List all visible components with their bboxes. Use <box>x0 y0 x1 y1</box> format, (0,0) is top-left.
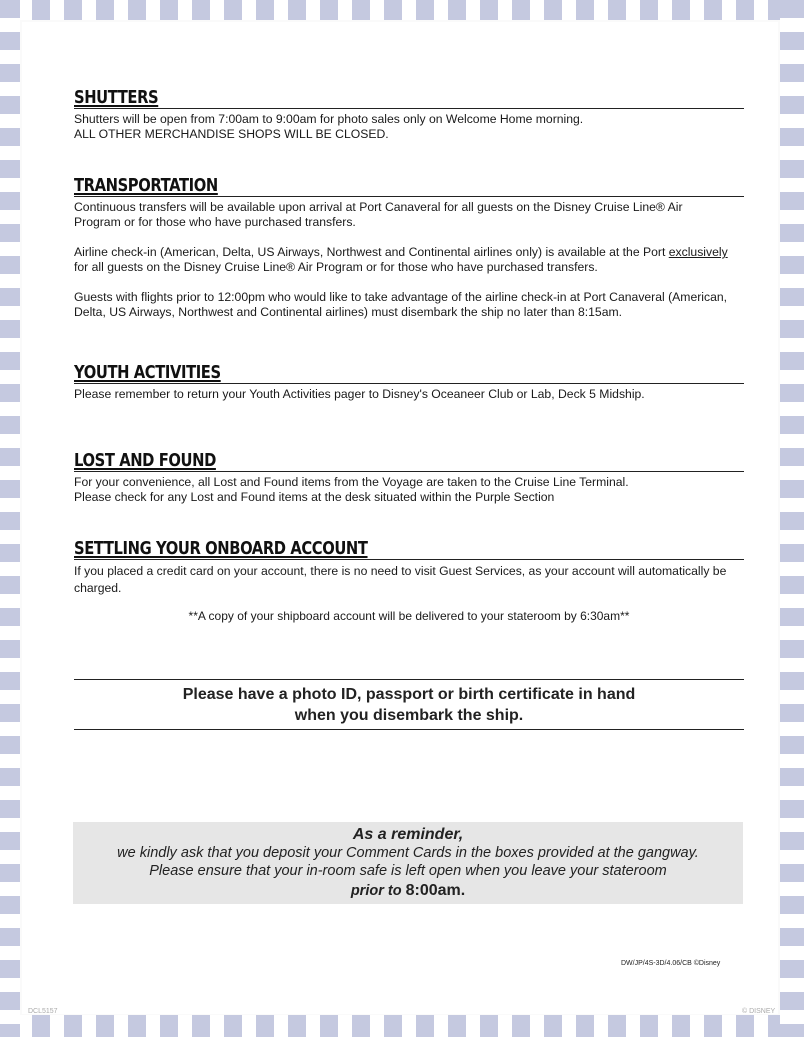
section-text <box>74 475 744 505</box>
section-text <box>74 245 744 275</box>
reminder-line <box>73 880 743 902</box>
reminder-time: 8:00am. <box>405 882 466 899</box>
id-notice <box>74 679 744 730</box>
text-span: for all guests on the Disney Cruise Line® Air Program or for those who have purchased transfers. <box>74 260 598 274</box>
section-transportation <box>74 172 744 320</box>
section-text <box>74 112 744 142</box>
section-shutters <box>74 84 744 142</box>
text-span: Airline check-in (American, Delta, US Airways, Northwest and Continental airlines only) is available at the Port <box>74 245 669 259</box>
page-border-bottom <box>0 1015 804 1037</box>
shipboard-account-note: **A copy of your shipboard account will be delivered to your stateroom by 6:30am** <box>188 609 630 623</box>
reminder-line: we kindly ask that you deposit your Comment Cards in the boxes provided at the gangway. <box>117 845 699 861</box>
section-heading-row <box>74 172 744 197</box>
document-page <box>22 22 778 1014</box>
section-heading: SHUTTERS <box>74 87 159 108</box>
section-heading: LOST AND FOUND <box>74 450 216 471</box>
section-youth-activities <box>74 359 744 402</box>
document-code: DW/JP/4S-3D/4.06/CB ©Disney <box>621 960 721 967</box>
section-heading: SETTLING YOUR ONBOARD ACCOUNT <box>74 538 368 559</box>
notice-line: Please have a photo ID, passport or birth certificate in hand <box>182 686 636 703</box>
section-heading: YOUTH ACTIVITIES <box>74 362 221 383</box>
section-lost-and-found <box>74 447 744 505</box>
text-line: Shutters will be open from 7:00am to 9:00am for photo sales only on Welcome Home morning. <box>74 112 584 126</box>
text-line: ALL OTHER MERCHANDISE SHOPS WILL BE CLOSED. <box>74 127 389 141</box>
section-text: Continuous transfers will be available upon arrival at Port Canaveral for all guests on the Disney Cruise Line® Air Program or for those who have purchased transfers. <box>74 200 683 229</box>
reminder-title: As a reminder, <box>352 826 464 843</box>
section-heading: TRANSPORTATION <box>74 175 218 196</box>
section-text: If you placed a credit card on your account, there is no need to visit Guest Services, as your account will automatically be charged. <box>74 564 727 595</box>
underlined-text: exclusively <box>668 245 728 259</box>
notice-line: when you disembark the ship. <box>294 707 524 724</box>
page-border-right <box>780 0 804 1037</box>
page-border-top <box>0 0 804 20</box>
section-heading-row <box>74 447 744 472</box>
section-heading-row <box>74 359 744 384</box>
page-border-left <box>0 0 20 1037</box>
text-line: For your convenience, all Lost and Found items from the Voyage are taken to the Cruise Line Terminal. <box>74 475 629 489</box>
reminder-box <box>73 822 743 904</box>
section-heading-row <box>74 535 744 560</box>
section-heading-row <box>74 84 744 109</box>
section-text: Please remember to return your Youth Activities pager to Disney's Oceaneer Club or Lab, Deck 5 Midship. <box>74 387 645 401</box>
section-text: Guests with flights prior to 12:00pm who would like to take advantage of the airline check-in at Port Canaveral (American, Delta, US Airways, Northwest and Continental airlines) must disembark the ship no later than 8:15am. <box>74 290 728 319</box>
section-onboard-account <box>74 535 744 623</box>
text-line: Please check for any Lost and Found items at the desk situated within the Purple Section <box>74 490 555 504</box>
reminder-prefix: prior to <box>350 883 406 899</box>
right-mark: © DISNEY <box>742 1008 776 1015</box>
left-mark: DCL5157 <box>28 1008 58 1015</box>
reminder-line: Please ensure that your in-room safe is left open when you leave your stateroom <box>149 863 667 879</box>
